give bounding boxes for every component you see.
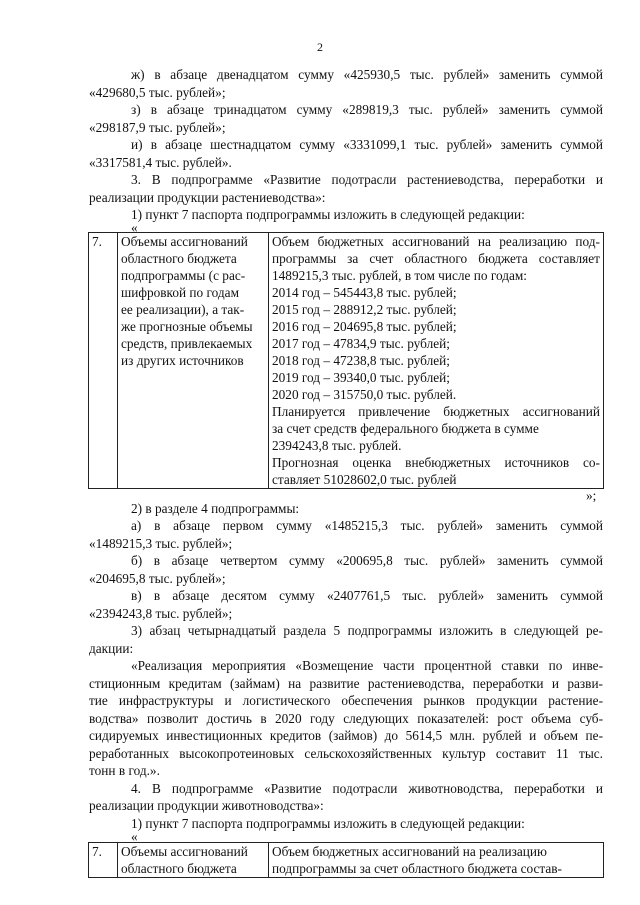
row-number: 7. xyxy=(89,843,118,878)
amendment-b-cont: «204695,8 тыс. рублей»; xyxy=(89,571,226,586)
amendment-z: з) в абзаце тринадцатом сумму «289819,3 тыс. рублей» заменить суммой xyxy=(131,102,603,117)
value-line: 2019 год – 39340,0 тыс. рублей; xyxy=(272,370,450,385)
value-line: 2018 год – 47238,8 тыс. рублей; xyxy=(272,353,450,368)
quote-close-1: »; xyxy=(586,488,597,503)
amendment-zh-cont: «429680,5 тыс. рублей»; xyxy=(89,85,226,100)
value-line: 2015 год – 288912,2 тыс. рублей; xyxy=(272,302,457,317)
amendment-v: в) в абзаце десятом сумму «2407761,5 тыс. рублей» заменить суммой xyxy=(131,588,603,603)
value-line: 1489215,3 тыс. рублей, в том числе по годам: xyxy=(272,268,528,283)
item-3-intro-cont: дакции: xyxy=(89,641,134,656)
new-paragraph-line: тие инфраструктуры и логистического обеспечения рынков продукции растение- xyxy=(89,693,603,708)
value-line: 2020 год – 315750,0 тыс. рублей. xyxy=(272,387,457,402)
page-number: 2 xyxy=(317,40,323,54)
label-line: подпрограммы (с рас- xyxy=(121,268,246,283)
value-cell xyxy=(269,233,604,489)
value-cell xyxy=(269,843,604,878)
value-line: Объем бюджетных ассигнований на реализацию xyxy=(272,844,547,859)
label-cell xyxy=(118,843,269,878)
section-3-heading-cont: реализации продукции растениеводства»: xyxy=(89,190,326,205)
value-line: за счет средств федерального бюджета в сумме xyxy=(272,421,539,436)
value-line: Прогнозная оценка внебюджетных источников со- xyxy=(272,455,600,470)
label-line: же прогнозные объемы xyxy=(121,319,253,334)
value-line: подпрограммы за счет областного бюджета состав- xyxy=(272,861,562,876)
item-3-intro: 3) абзац четырнадцатый раздела 5 подпрограммы изложить в следующей ре- xyxy=(131,623,603,638)
amendment-a-cont: «1489215,3 тыс. рублей»; xyxy=(89,536,233,551)
new-paragraph-line: сидируемых инвестиционных кредитов (займов) до 5614,5 млн. рублей и объем пе- xyxy=(89,728,603,743)
value-line: программы за счет областного бюджета составляет xyxy=(272,251,600,266)
label-line: Объемы ассигнований xyxy=(121,844,248,859)
passport-table-2 xyxy=(88,842,604,878)
quote-open-1: « xyxy=(131,220,138,235)
amendment-b: б) в абзаце четвертом сумму «200695,8 тыс. рублей» заменить суммой xyxy=(131,553,603,568)
new-paragraph-line: водства» позволит достичь в 2020 году следующих показателей: рост объема суб- xyxy=(89,711,603,726)
new-paragraph-end: тонн в год.». xyxy=(89,763,160,778)
label-line: Объемы ассигнований xyxy=(121,234,248,249)
new-paragraph: «Реализация мероприятия «Возмещение части процентной ставки по инве- xyxy=(131,658,603,673)
amendment-i: и) в абзаце шестнадцатом сумму «3331099,1 тыс. рублей» заменить суммой xyxy=(131,137,603,152)
label-line: областного бюджета xyxy=(121,861,237,876)
label-line: шифровкой по годам xyxy=(121,285,239,300)
label-line: из других источников xyxy=(121,353,244,368)
value-line: 2394243,8 тыс. рублей. xyxy=(272,438,402,453)
amendment-a: а) в абзаце первом сумму «1485215,3 тыс. рублей» заменить суммой xyxy=(131,518,603,533)
section-4-heading: 4. В подпрограмме «Развитие подотрасли животноводства, переработки и xyxy=(131,781,603,796)
section-4-intro: 2) в разделе 4 подпрограммы: xyxy=(131,501,300,516)
item-1-intro: 1) пункт 7 паспорта подпрограммы изложить в следующей редакции: xyxy=(131,207,525,222)
section-3-heading: 3. В подпрограмме «Развитие подотрасли растениеводства, переработки и xyxy=(131,172,603,187)
quote-open-2: « xyxy=(131,829,138,844)
amendment-zh: ж) в абзаце двенадцатом сумму «425930,5 тыс. рублей» заменить суммой xyxy=(131,67,603,82)
row-number: 7. xyxy=(89,233,118,489)
label-cell xyxy=(118,233,269,489)
section-4-heading-cont: реализации продукции животноводства»: xyxy=(89,798,324,813)
amendment-z-cont: «298187,9 тыс. рублей»; xyxy=(89,120,226,135)
value-line: 2017 год – 47834,9 тыс. рублей; xyxy=(272,336,450,351)
amendment-i-cont: «3317581,4 тыс. рублей». xyxy=(89,155,232,170)
new-paragraph-line: стиционным кредитам (займам) на развитие растениеводства, переработки и разви- xyxy=(89,676,603,691)
label-line: средств, привлекаемых xyxy=(121,336,253,351)
value-line: ставляет 51028602,0 тыс. рублей xyxy=(272,472,457,487)
passport-table-1 xyxy=(88,232,604,489)
label-line: областного бюджета xyxy=(121,251,237,266)
new-paragraph-line: реработанных высокопротеиновых сельскохозяйственных культур составит 11 тыс. xyxy=(89,746,603,761)
value-line: Планируется привлечение бюджетных ассигнований xyxy=(272,404,600,419)
amendment-v-cont: «2394243,8 тыс. рублей»; xyxy=(89,606,233,621)
label-line: ее реализации), а так- xyxy=(121,302,245,317)
value-line: 2016 год – 204695,8 тыс. рублей; xyxy=(272,319,457,334)
value-line: Объем бюджетных ассигнований на реализацию под- xyxy=(272,234,600,249)
item-1-intro-2: 1) пункт 7 паспорта подпрограммы изложить в следующей редакции: xyxy=(131,816,525,831)
value-line: 2014 год – 545443,8 тыс. рублей; xyxy=(272,285,457,300)
